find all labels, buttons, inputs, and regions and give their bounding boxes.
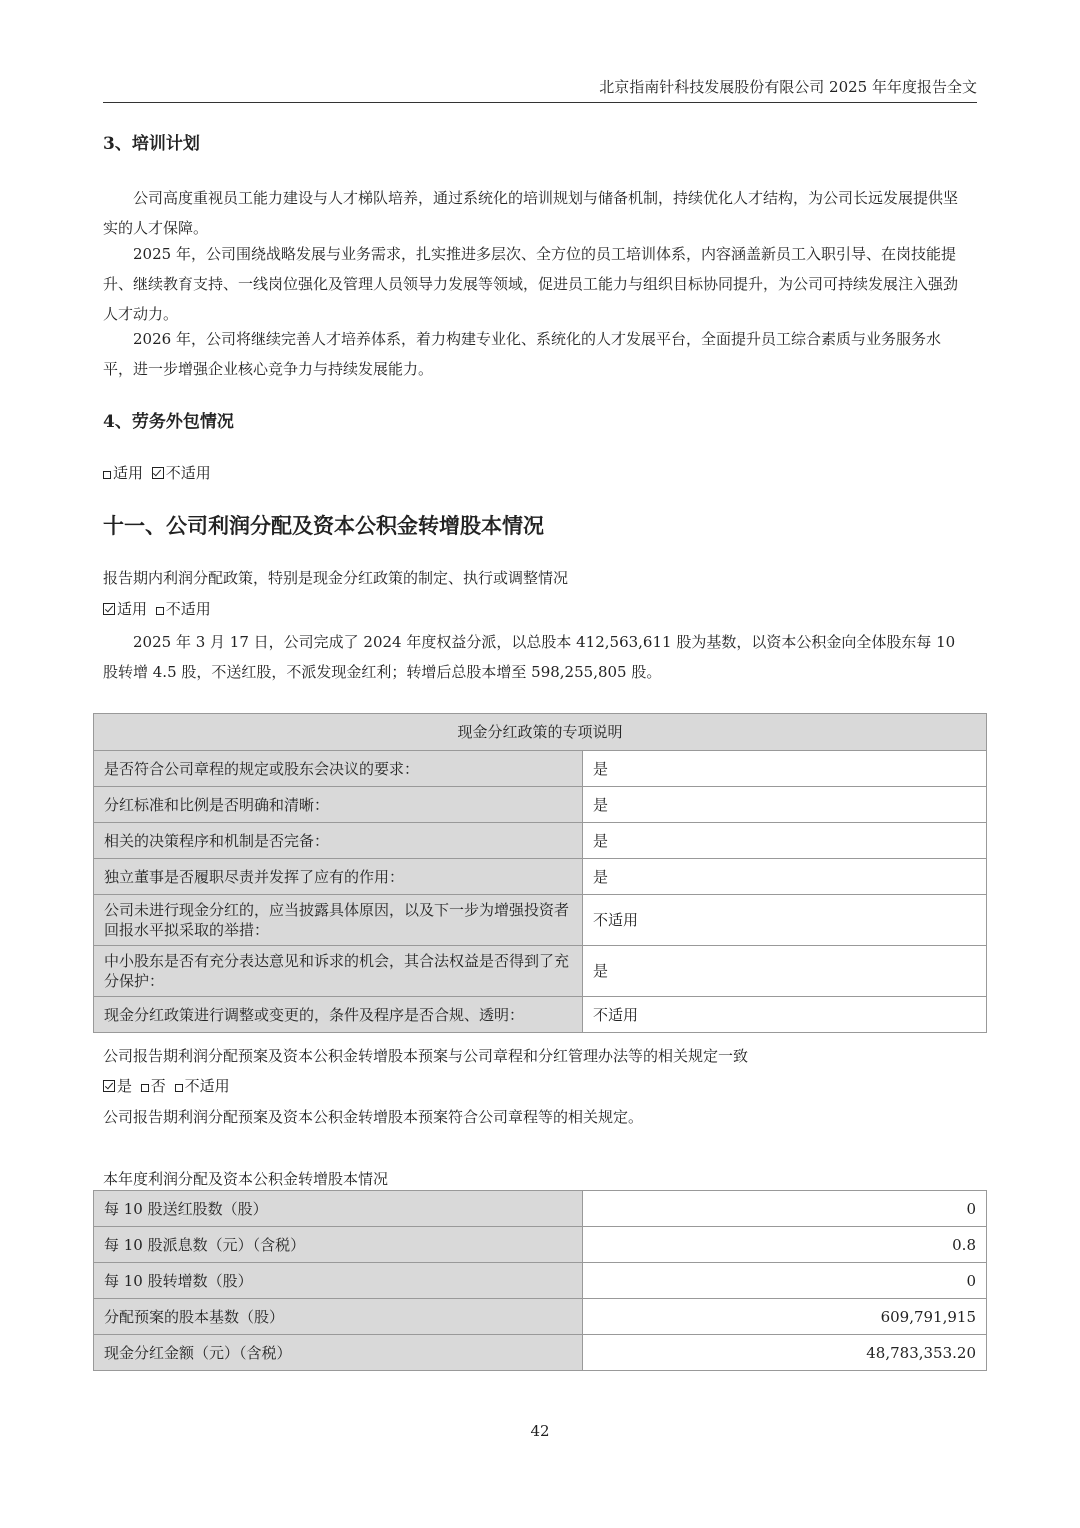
equity-distribution-paragraph: 2025 年 3 月 17 日，公司完成了 2024 年度权益分派，以总股本 412,563,611 股为基数，以资本公积金向全体股东每 10 股转增 4.5 股，不送红股，不派发现金红利；转增后总股本增至 598,255,805 股。 <box>103 633 956 681</box>
table-row <box>94 1263 987 1299</box>
table-row <box>94 823 987 859</box>
row-key: 是否符合公司章程的规定或股东会决议的要求： <box>94 751 583 787</box>
row-value: 是 <box>583 859 987 895</box>
row-value: 0 <box>583 1191 987 1227</box>
row-key: 公司未进行现金分红的，应当披露具体原因，以及下一步为增强投资者回报水平拟采取的举措： <box>94 895 583 946</box>
checkbox-unchecked-icon <box>175 1084 183 1092</box>
outsourcing-heading: 4、劳务外包情况 <box>103 412 234 432</box>
training-paragraph-3: 2026 年，公司将继续完善人才培养体系，着力构建专业化、系统化的人才发展平台，全面提升员工综合素质与业务服务水平，进一步增强企业核心竞争力与持续发展能力。 <box>103 330 941 378</box>
outsourcing-options <box>103 461 215 485</box>
option-not-applicable: 不适用 <box>152 464 211 482</box>
option-no: 否 <box>141 1077 166 1095</box>
row-key: 分红标准和比例是否明确和清晰： <box>94 787 583 823</box>
consistency-options <box>103 1074 234 1098</box>
row-key: 每 10 股派息数（元）（含税） <box>94 1227 583 1263</box>
row-value: 不适用 <box>583 997 987 1033</box>
row-key: 相关的决策程序和机制是否完备： <box>94 823 583 859</box>
checkbox-unchecked-icon <box>103 471 111 479</box>
training-plan-heading: 3、培训计划 <box>103 134 200 154</box>
option-yes: 是 <box>103 1077 132 1095</box>
option-not-applicable: 不适用 <box>156 600 211 618</box>
row-key: 每 10 股送红股数（股） <box>94 1191 583 1227</box>
distribution-table-caption: 本年度利润分配及资本公积金转增股本情况 <box>103 1170 389 1188</box>
row-key: 每 10 股转增数（股） <box>94 1263 583 1299</box>
table-row <box>94 787 987 823</box>
row-value: 是 <box>583 787 987 823</box>
row-key: 现金分红政策进行调整或变更的，条件及程序是否合规、透明： <box>94 997 583 1033</box>
policy-label: 报告期内利润分配政策，特别是现金分红政策的制定、执行或调整情况 <box>103 569 569 587</box>
table-row <box>94 751 987 787</box>
row-value: 0 <box>583 1263 987 1299</box>
consistency-statement: 公司报告期利润分配预案及资本公积金转增股本预案与公司章程和分红管理办法等的相关规定一致 <box>103 1047 749 1065</box>
table-title: 现金分红政策的专项说明 <box>94 714 987 751</box>
table-row <box>94 1191 987 1227</box>
row-value: 48,783,353.20 <box>583 1335 987 1371</box>
distribution-table <box>93 1190 987 1371</box>
table-row <box>94 859 987 895</box>
page-number: 42 <box>530 1422 550 1440</box>
checkbox-checked-icon <box>103 603 115 615</box>
policy-options <box>103 597 215 621</box>
row-value: 0.8 <box>583 1227 987 1263</box>
checkbox-checked-icon <box>152 467 164 479</box>
training-paragraph-1: 公司高度重视员工能力建设与人才梯队培养，通过系统化的培训规划与储备机制，持续优化人才结构，为公司长远发展提供坚实的人才保障。 <box>103 189 959 237</box>
option-not-applicable: 不适用 <box>175 1077 230 1095</box>
row-value: 不适用 <box>583 895 987 946</box>
row-value: 是 <box>583 751 987 787</box>
table-row <box>94 1335 987 1371</box>
checkbox-unchecked-icon <box>141 1084 149 1092</box>
header-rule <box>103 102 977 103</box>
checkbox-checked-icon <box>103 1080 115 1092</box>
table-row <box>94 946 987 997</box>
row-key: 现金分红金额（元）（含税） <box>94 1335 583 1371</box>
checkbox-unchecked-icon <box>156 607 164 615</box>
training-paragraph-2: 2025 年，公司围绕战略发展与业务需求，扎实推进多层次、全方位的员工培训体系，内容涵盖新员工入职引导、在岗技能提升、继续教育支持、一线岗位强化及管理人员领导力发展等领域，促进员工能力与组织目标协同提升，为公司可持续发展注入强劲人才动力。 <box>103 245 959 323</box>
profit-distribution-heading: 十一、公司利润分配及资本公积金转增股本情况 <box>103 513 544 538</box>
option-applicable: 适用 <box>103 464 143 482</box>
row-value: 是 <box>583 946 987 997</box>
cash-dividend-policy-table <box>93 713 987 1033</box>
table-row <box>94 1227 987 1263</box>
table-row <box>94 1299 987 1335</box>
page-header: 北京指南针科技发展股份有限公司 2025 年年度报告全文 <box>599 78 977 96</box>
row-key: 中小股东是否有充分表达意见和诉求的机会，其合法权益是否得到了充分保护： <box>94 946 583 997</box>
row-key: 独立董事是否履职尽责并发挥了应有的作用： <box>94 859 583 895</box>
row-value: 是 <box>583 823 987 859</box>
table-row <box>94 997 987 1033</box>
table-row <box>94 895 987 946</box>
row-value: 609,791,915 <box>583 1299 987 1335</box>
option-applicable: 适用 <box>103 600 147 618</box>
row-key: 分配预案的股本基数（股） <box>94 1299 583 1335</box>
consistency-conclusion: 公司报告期利润分配预案及资本公积金转增股本预案符合公司章程等的相关规定。 <box>103 1108 644 1126</box>
